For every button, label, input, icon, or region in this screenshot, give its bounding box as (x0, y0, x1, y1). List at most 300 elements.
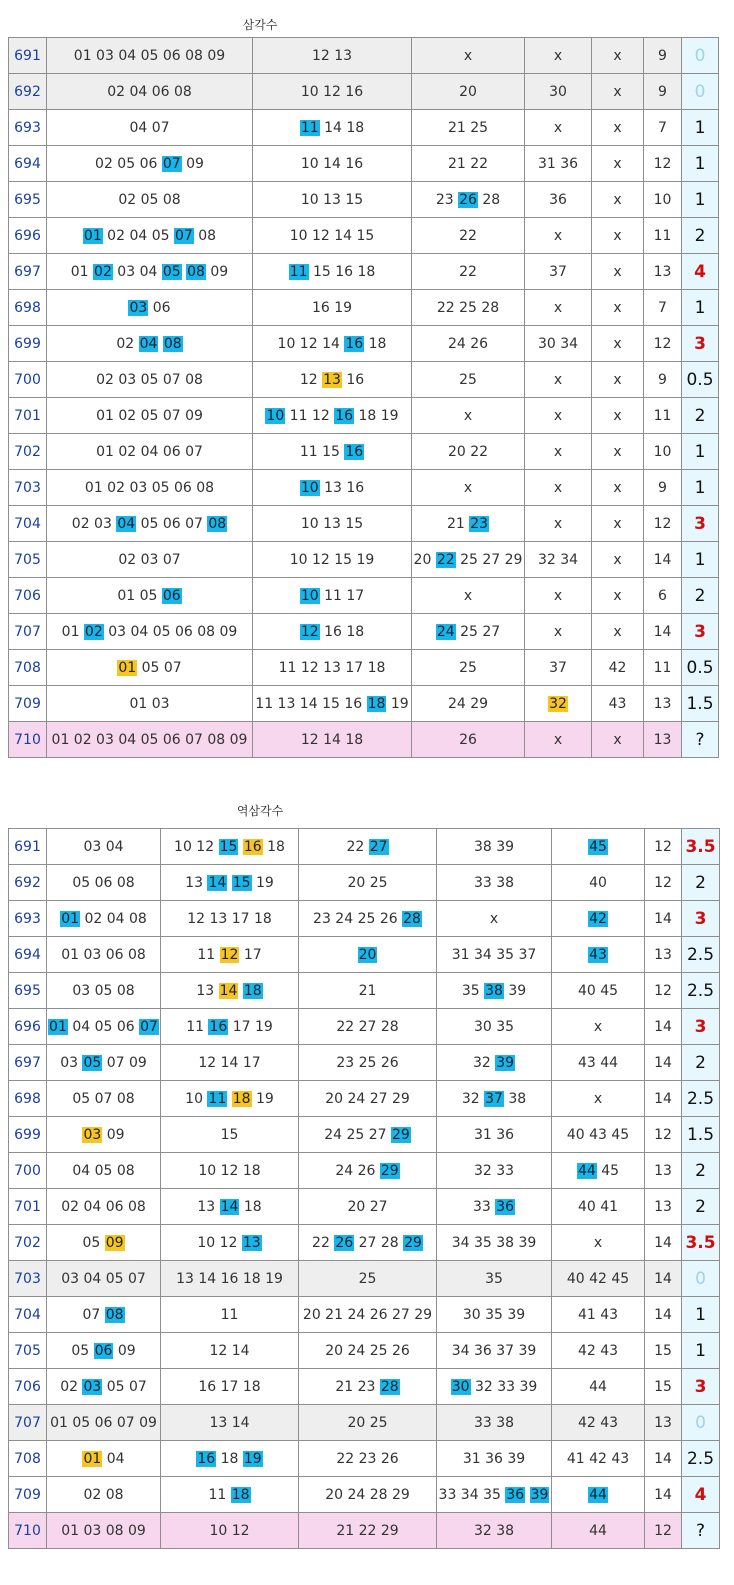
score-cell: 1 (682, 146, 719, 182)
count-cell: 12 (645, 1513, 682, 1549)
number-text: 10 13 15 (300, 191, 364, 208)
number-text: 21 22 (447, 155, 489, 172)
number-group-cell (47, 686, 253, 722)
number-text: 05 07 08 (72, 1090, 135, 1107)
number-text: x (463, 479, 473, 496)
score-cell: 3 (682, 506, 719, 542)
number-group-cell (299, 1153, 437, 1189)
number-text: x (553, 407, 563, 424)
highlighted-number-blue: 04 (139, 335, 158, 352)
count-cell: 6 (644, 578, 682, 614)
number-text: 18 (216, 1450, 243, 1467)
number-group-cell (161, 973, 299, 1009)
number-text: 33 38 (473, 1414, 515, 1431)
number-group-cell (161, 1297, 299, 1333)
table-row (9, 1369, 720, 1405)
round-number: 691 (9, 38, 47, 74)
highlighted-number-blue: 01 (49, 1018, 67, 1035)
number-group-cell (412, 650, 525, 686)
number-text: 35 (485, 1270, 503, 1287)
number-text: 20 24 27 29 (325, 1090, 410, 1107)
number-text: 10 12 (197, 1234, 242, 1251)
number-text: 32 33 (473, 1162, 515, 1179)
table-row (9, 110, 719, 146)
count-cell: 13 (645, 1189, 682, 1225)
number-text: x (613, 371, 622, 388)
number-group-cell (412, 614, 525, 650)
highlighted-number-yellow: 03 (83, 1126, 102, 1143)
number-group-cell (592, 650, 644, 686)
round-number: 707 (9, 1405, 47, 1441)
number-group-cell (161, 1261, 299, 1297)
table-row (9, 290, 719, 326)
score-cell: 1 (682, 182, 719, 218)
number-text: 42 (608, 659, 627, 676)
number-group-cell (552, 1153, 645, 1189)
count-cell: 12 (645, 1117, 682, 1153)
number-group-cell (437, 865, 552, 901)
highlighted-number-blue: 08 (187, 263, 205, 280)
inverse-triangle-number-table (8, 828, 720, 1549)
round-number: 695 (9, 182, 47, 218)
number-group-cell (525, 614, 592, 650)
number-group-cell (592, 110, 644, 146)
number-group-cell (412, 506, 525, 542)
highlighted-number-blue: 43 (589, 946, 607, 963)
number-text: 11 (208, 1486, 231, 1503)
number-group-cell (253, 434, 412, 470)
number-group-cell (47, 614, 253, 650)
number-text (525, 1487, 529, 1503)
score-cell: 2.5 (682, 937, 720, 973)
number-group-cell (253, 470, 412, 506)
highlighted-number-blue: 44 (589, 1486, 607, 1503)
highlighted-number-blue: 14 (208, 874, 227, 891)
table-row (9, 614, 719, 650)
number-text: 07 09 (102, 1054, 147, 1071)
number-text: 10 12 14 15 (289, 227, 375, 244)
score-cell: 2 (682, 398, 719, 434)
number-text: 41 42 43 (566, 1450, 630, 1467)
number-group-cell (47, 146, 253, 182)
number-group-cell (525, 722, 592, 758)
score-cell: 1 (682, 290, 719, 326)
highlighted-number-yellow: 01 (118, 659, 137, 676)
round-number: 691 (9, 829, 47, 865)
number-group-cell (437, 937, 552, 973)
number-text: x (613, 191, 622, 208)
number-group-cell (437, 901, 552, 937)
number-group-cell (525, 182, 592, 218)
score-cell: 0 (682, 1261, 720, 1297)
table-row (9, 1081, 720, 1117)
table-row (9, 218, 719, 254)
number-text: 03 04 05 06 08 09 (103, 623, 238, 640)
score-cell: 2 (682, 1045, 720, 1081)
table-row (9, 973, 720, 1009)
number-text: 01 03 08 09 (61, 1522, 146, 1539)
highlighted-number-blue: 22 (436, 551, 455, 568)
highlighted-number-blue: 04 (117, 515, 136, 532)
number-group-cell (437, 1333, 552, 1369)
number-group-cell (47, 506, 253, 542)
score-cell: 0 (682, 74, 719, 110)
number-group-cell (299, 1225, 437, 1261)
table-row (9, 937, 720, 973)
number-group-cell (161, 1513, 299, 1549)
count-cell: 14 (645, 1297, 682, 1333)
number-text: 04 05 08 (72, 1162, 135, 1179)
number-group-cell (437, 1513, 552, 1549)
score-cell: 3 (682, 901, 720, 937)
number-group-cell (47, 542, 253, 578)
highlighted-number-blue: 03 (83, 1378, 102, 1395)
round-number: 692 (9, 865, 47, 901)
table-row (9, 901, 720, 937)
round-number: 710 (9, 722, 47, 758)
number-text: 01 (61, 623, 84, 640)
number-text: x (553, 479, 563, 496)
highlighted-number-blue: 01 (61, 910, 80, 927)
number-text: 33 (472, 1198, 496, 1215)
number-text: 01 03 (129, 695, 170, 712)
number-text: 20 (459, 83, 477, 100)
count-cell: 13 (644, 254, 682, 290)
table-row (9, 1117, 720, 1153)
table-row (9, 1009, 720, 1045)
number-group-cell (552, 1189, 645, 1225)
number-text: x (613, 335, 622, 352)
number-text: 10 (185, 1090, 208, 1107)
highlighted-number-blue: 08 (208, 515, 227, 532)
highlighted-number-blue: 44 (577, 1162, 596, 1179)
number-text: 34 35 38 39 (451, 1234, 537, 1251)
number-text: 11 12 13 17 18 (278, 659, 386, 676)
number-text: x (613, 587, 622, 604)
number-group-cell (47, 650, 253, 686)
number-group-cell (412, 74, 525, 110)
table-row (9, 398, 719, 434)
number-text: 31 36 (537, 155, 579, 172)
number-group-cell (552, 1081, 645, 1117)
score-cell: 1 (682, 542, 719, 578)
number-text: 01 02 03 04 05 06 07 08 09 (51, 731, 248, 748)
number-text: 10 12 (209, 1522, 250, 1539)
number-group-cell (47, 937, 161, 973)
number-text: 09 (113, 1342, 136, 1359)
number-text: 42 43 (577, 1342, 619, 1359)
highlighted-number-blue: 39 (496, 1054, 515, 1071)
number-group-cell (253, 722, 412, 758)
number-text: 42 43 (577, 1414, 619, 1431)
number-text: x (463, 587, 473, 604)
number-group-cell (525, 578, 592, 614)
number-text: 20 21 24 26 27 29 (302, 1306, 433, 1323)
number-group-cell (412, 218, 525, 254)
number-text: x (613, 515, 622, 532)
number-group-cell (161, 1333, 299, 1369)
number-text: 26 (459, 731, 477, 748)
table-row (9, 1405, 720, 1441)
highlighted-number-blue: 02 (84, 623, 103, 640)
score-cell: 4 (682, 254, 719, 290)
highlighted-number-blue: 39 (530, 1486, 549, 1503)
table-row (9, 686, 719, 722)
number-group-cell (161, 1477, 299, 1513)
round-number: 700 (9, 1153, 47, 1189)
number-group-cell (47, 434, 253, 470)
number-text: 02 05 06 (95, 155, 162, 172)
number-group-cell (412, 110, 525, 146)
number-group-cell (592, 686, 644, 722)
number-text: 45 (596, 1162, 620, 1179)
table-row (9, 362, 719, 398)
number-group-cell (437, 1225, 552, 1261)
highlighted-number-blue: 28 (403, 910, 421, 927)
round-number: 699 (9, 1117, 47, 1153)
number-group-cell (592, 398, 644, 434)
highlighted-number-yellow: 14 (219, 982, 238, 999)
highlighted-number-blue: 11 (300, 119, 319, 136)
number-text: 03 04 05 07 (61, 1270, 146, 1287)
number-text: 17 (239, 946, 262, 963)
number-group-cell (592, 614, 644, 650)
highlighted-number-blue: 12 (300, 623, 319, 640)
number-text: 21 23 (335, 1378, 380, 1395)
number-text: 32 33 39 (470, 1378, 538, 1395)
round-number: 694 (9, 937, 47, 973)
number-text: 10 12 18 (198, 1162, 261, 1179)
highlighted-number-blue: 13 (242, 1234, 261, 1251)
number-text: 38 (503, 1090, 527, 1107)
number-group-cell (47, 1333, 161, 1369)
round-number: 698 (9, 1081, 47, 1117)
number-group-cell (412, 290, 525, 326)
number-group-cell (47, 254, 253, 290)
number-group-cell (552, 1441, 645, 1477)
highlighted-number-blue: 29 (404, 1234, 422, 1251)
score-cell: 0.5 (682, 650, 719, 686)
table-row (9, 1441, 720, 1477)
highlighted-number-blue: 23 (470, 515, 489, 532)
number-text: 22 (459, 227, 477, 244)
number-group-cell (253, 650, 412, 686)
number-text: 25 27 29 (455, 551, 523, 568)
highlighted-number-blue: 28 (380, 1378, 399, 1395)
number-group-cell (525, 146, 592, 182)
score-cell: 3 (682, 326, 719, 362)
number-text: 10 12 (174, 838, 219, 855)
number-group-cell (592, 578, 644, 614)
number-text: 06 (148, 299, 171, 316)
number-group-cell (437, 1081, 552, 1117)
number-group-cell (47, 470, 253, 506)
number-text: 08 (193, 227, 217, 244)
number-text: 22 (459, 263, 477, 280)
number-group-cell (412, 686, 525, 722)
highlighted-number-blue: 29 (380, 1162, 399, 1179)
highlighted-number-blue: 06 (94, 1342, 113, 1359)
number-text: 11 12 (285, 407, 335, 424)
number-group-cell (525, 110, 592, 146)
highlighted-number-blue: 11 (208, 1090, 227, 1107)
number-text: 09 (181, 155, 204, 172)
number-group-cell (161, 1441, 299, 1477)
highlighted-number-yellow: 32 (549, 695, 567, 712)
table2-title: 역삼각수 (236, 804, 284, 818)
number-group-cell (299, 1189, 437, 1225)
number-text: 31 36 (473, 1126, 515, 1143)
round-number: 703 (9, 1261, 47, 1297)
number-text: 33 34 35 (438, 1486, 506, 1503)
number-group-cell (525, 326, 592, 362)
number-text: x (463, 47, 473, 64)
number-group-cell (525, 470, 592, 506)
number-text: x (553, 731, 563, 748)
highlighted-number-blue: 27 (369, 838, 388, 855)
score-cell: 4 (682, 1477, 720, 1513)
number-group-cell (437, 1477, 552, 1513)
number-group-cell (299, 1513, 437, 1549)
number-text: 24 25 27 (324, 1126, 391, 1143)
number-text: 33 38 (473, 874, 515, 891)
number-group-cell (552, 1333, 645, 1369)
round-number: 707 (9, 614, 47, 650)
number-group-cell (437, 1405, 552, 1441)
number-group-cell (47, 1405, 161, 1441)
highlighted-number-blue: 10 (266, 407, 285, 424)
number-text: 18 19 (354, 407, 399, 424)
number-group-cell (47, 1297, 161, 1333)
number-text: x (553, 119, 563, 136)
highlighted-number-blue: 15 (232, 874, 251, 891)
number-group-cell (161, 865, 299, 901)
round-number: 702 (9, 1225, 47, 1261)
number-text: 20 27 (347, 1198, 388, 1215)
count-cell: 14 (645, 1081, 682, 1117)
number-group-cell (47, 218, 253, 254)
highlighted-number-blue: 03 (129, 299, 148, 316)
score-cell: 1 (682, 1333, 720, 1369)
number-group-cell (47, 1045, 161, 1081)
score-cell: 2.5 (682, 1081, 720, 1117)
count-cell: 12 (644, 146, 682, 182)
number-group-cell (592, 290, 644, 326)
number-group-cell (253, 362, 412, 398)
number-group-cell (299, 865, 437, 901)
count-cell: 14 (645, 1261, 682, 1297)
number-text: 40 (589, 874, 607, 891)
number-group-cell (525, 74, 592, 110)
highlighted-number-blue: 16 (209, 1018, 228, 1035)
number-text: 16 17 18 (198, 1378, 261, 1395)
number-group-cell (47, 1441, 161, 1477)
score-cell: 2.5 (682, 973, 720, 1009)
number-text: 09 (205, 263, 229, 280)
number-text: 18 (262, 838, 285, 855)
number-group-cell (253, 326, 412, 362)
table-row (9, 578, 719, 614)
highlighted-number-yellow: 13 (323, 371, 341, 388)
number-group-cell (47, 865, 161, 901)
number-text: 20 (413, 551, 436, 568)
number-group-cell (299, 1405, 437, 1441)
number-text: 04 (102, 1450, 125, 1467)
number-group-cell (592, 362, 644, 398)
number-text: 02 04 06 08 (107, 83, 192, 100)
number-text: 11 13 14 15 16 (255, 695, 367, 712)
number-text: x (553, 587, 563, 604)
number-text: 32 34 (537, 551, 579, 568)
number-text: 03 04 (112, 263, 162, 280)
number-text: 30 35 (473, 1018, 515, 1035)
number-group-cell (47, 398, 253, 434)
number-group-cell (47, 1225, 161, 1261)
highlighted-number-blue: 08 (105, 1306, 124, 1323)
number-text: 32 38 (473, 1522, 515, 1539)
number-text: 12 14 17 (198, 1054, 261, 1071)
number-text: 21 25 (447, 119, 489, 136)
table-row (9, 38, 719, 74)
number-text: 09 (102, 1126, 125, 1143)
highlighted-number-blue: 14 (220, 1198, 239, 1215)
highlighted-number-yellow: 18 (232, 1090, 251, 1107)
number-text: 12 (299, 371, 323, 388)
highlighted-number-blue: 11 (289, 263, 308, 280)
number-group-cell (253, 110, 412, 146)
number-group-cell (253, 254, 412, 290)
number-text: 22 23 26 (336, 1450, 399, 1467)
number-group-cell (592, 506, 644, 542)
table-row (9, 542, 719, 578)
number-group-cell (412, 578, 525, 614)
number-group-cell (253, 38, 412, 74)
highlighted-number-blue: 38 (485, 982, 503, 999)
triangle-number-table (8, 37, 719, 758)
table-row (9, 74, 719, 110)
number-group-cell (161, 1117, 299, 1153)
number-text: x (463, 407, 473, 424)
round-number: 703 (9, 470, 47, 506)
number-group-cell (552, 1045, 645, 1081)
highlighted-number-blue: 37 (485, 1090, 503, 1107)
number-text: 02 (116, 335, 139, 352)
score-cell: 1.5 (682, 1117, 720, 1153)
table-row (9, 829, 720, 865)
number-text: 18 (239, 1198, 262, 1215)
table-row (9, 326, 719, 362)
number-text: 23 25 26 (336, 1054, 399, 1071)
number-group-cell (437, 1045, 552, 1081)
score-cell: 3 (682, 1009, 720, 1045)
count-cell: 14 (645, 1045, 682, 1081)
number-group-cell (412, 38, 525, 74)
highlighted-number-blue: 18 (231, 1486, 250, 1503)
number-group-cell (253, 290, 412, 326)
number-text: 15 16 18 (308, 263, 376, 280)
number-text: 10 12 16 (300, 83, 364, 100)
number-group-cell (47, 1261, 161, 1297)
highlighted-number-yellow: 12 (220, 946, 239, 963)
number-group-cell (552, 1225, 645, 1261)
round-number: 701 (9, 398, 47, 434)
number-text: 24 26 (447, 335, 489, 352)
number-group-cell (525, 686, 592, 722)
highlighted-number-blue: 10 (300, 587, 319, 604)
round-number: 695 (9, 973, 47, 1009)
count-cell: 12 (645, 829, 682, 865)
number-text: x (593, 1018, 603, 1035)
